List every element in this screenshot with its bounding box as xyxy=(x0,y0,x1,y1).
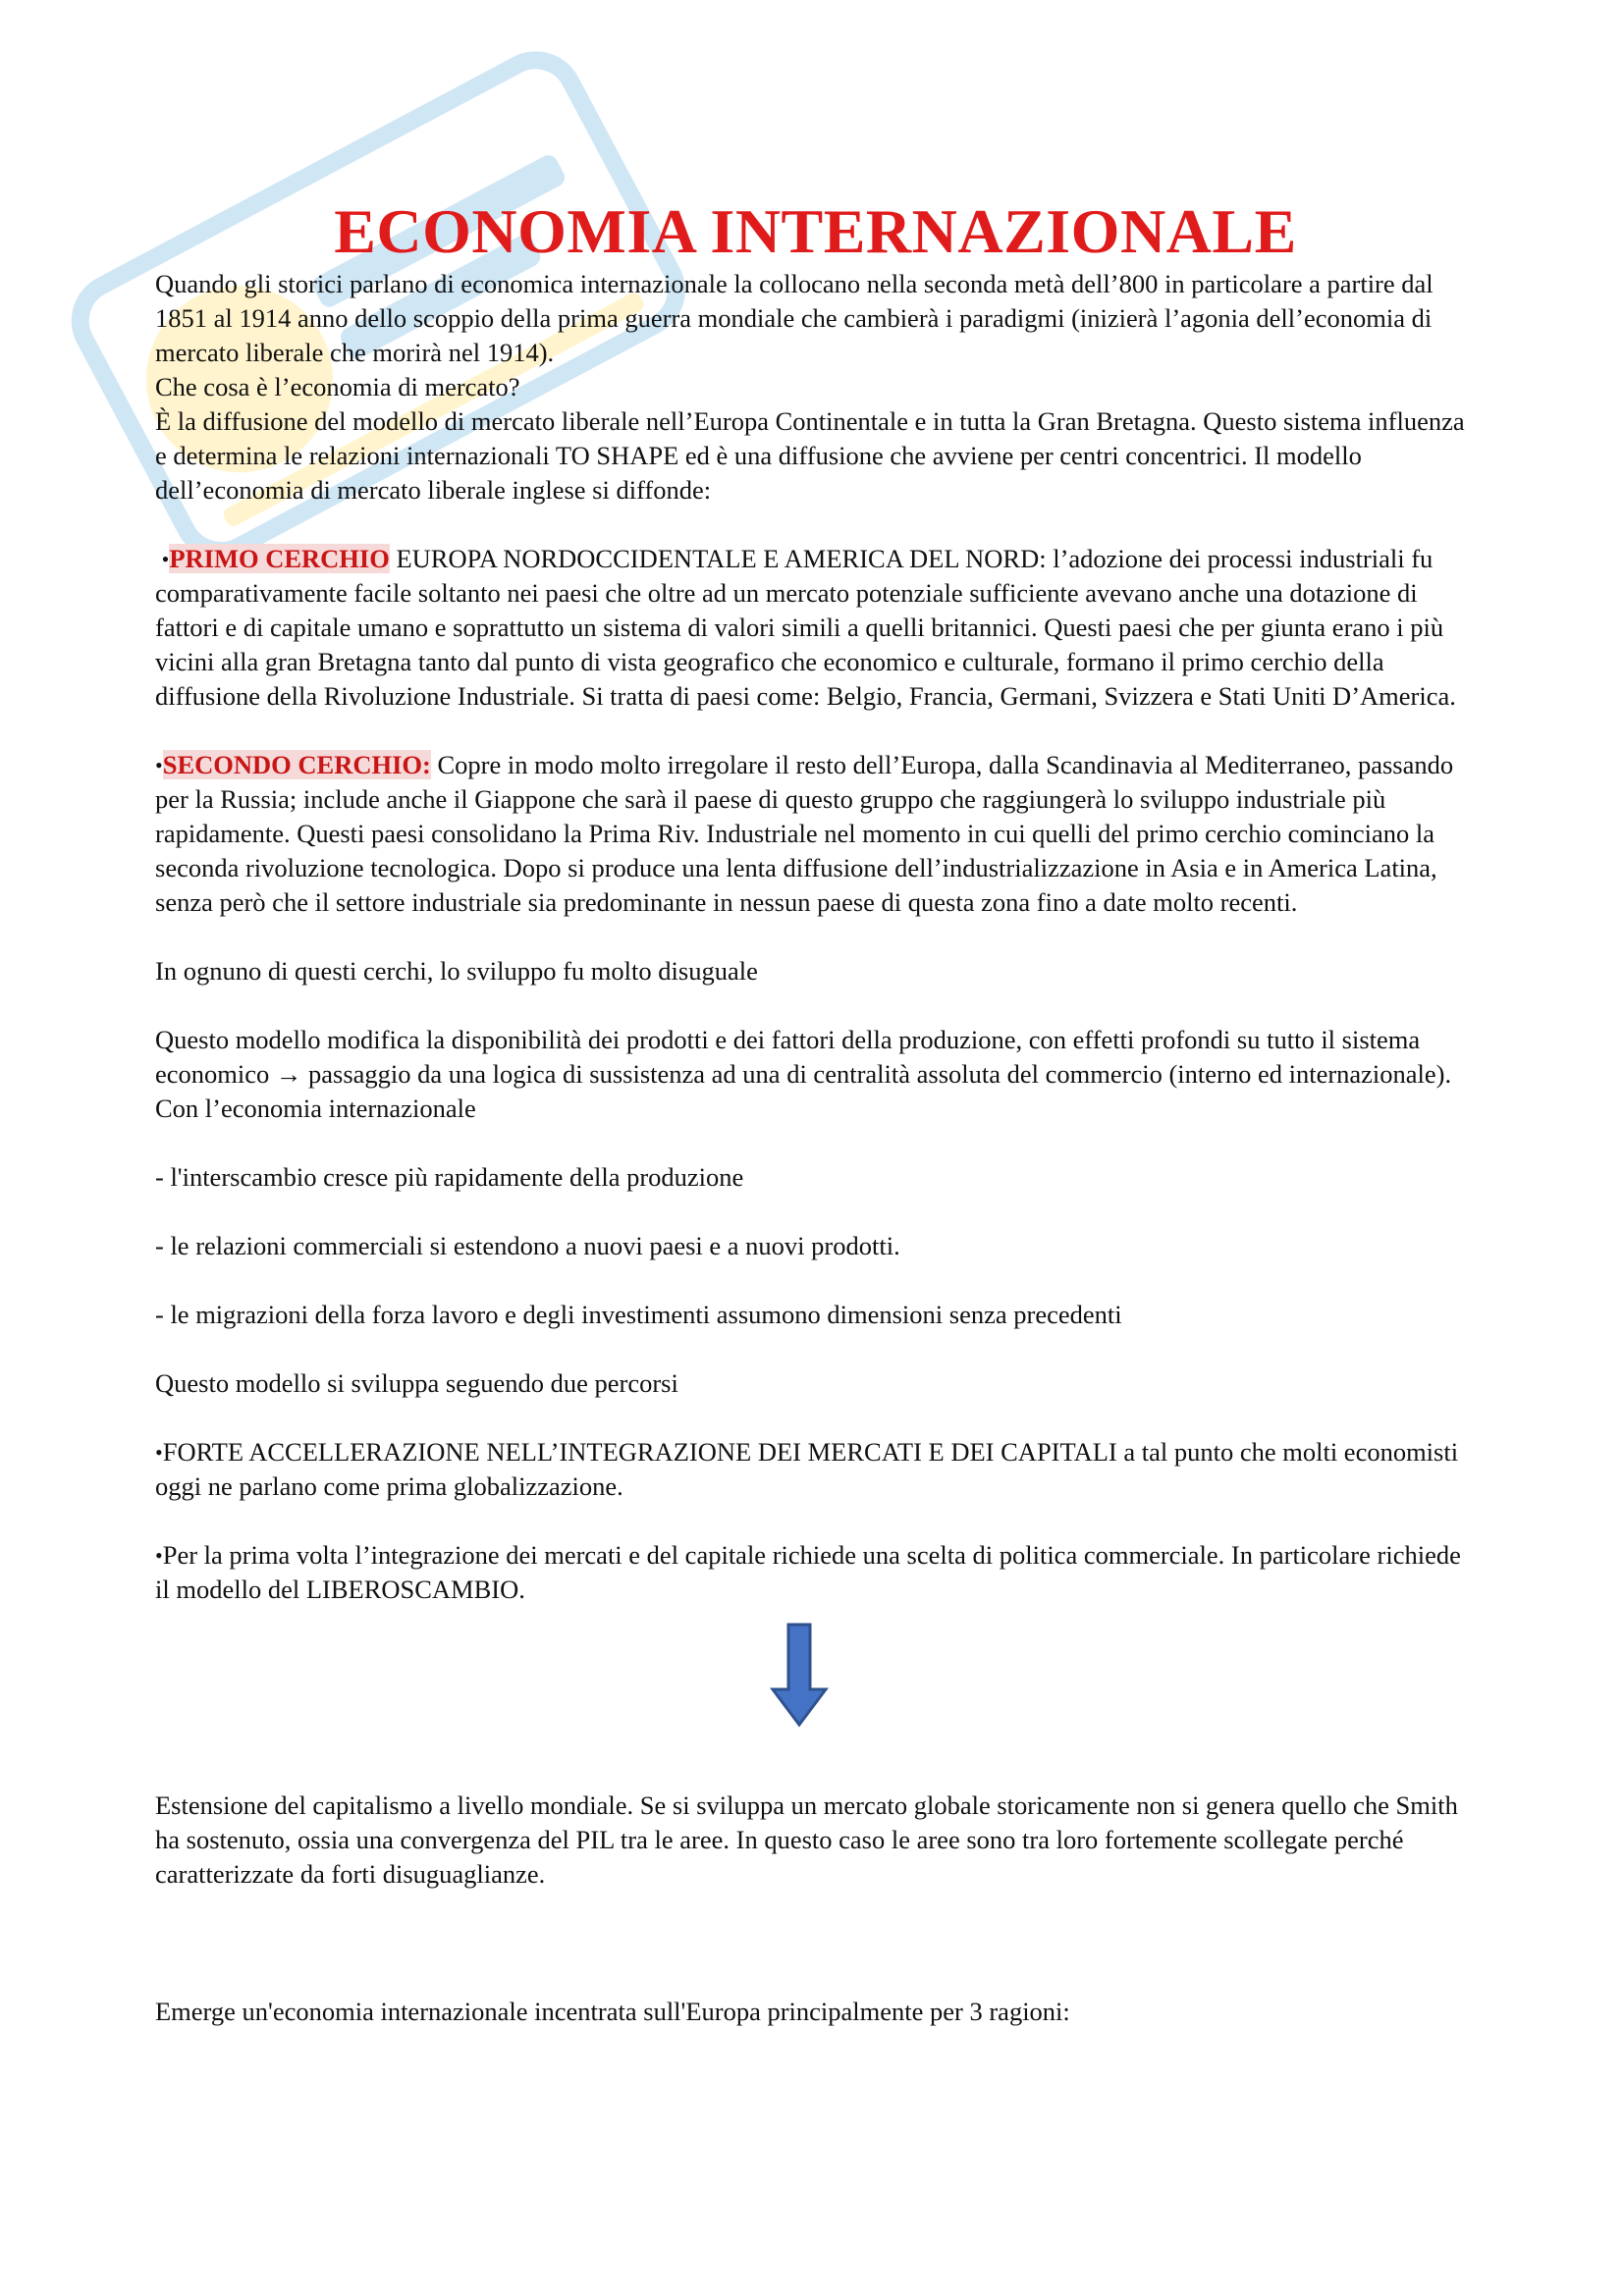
down-arrow-icon xyxy=(770,1623,829,1729)
dash-item-migrations: - le migrazioni della forza lavoro e degli investimenti assumono dimensioni senza precedenti xyxy=(155,1300,1122,1329)
document-title: ECONOMIA INTERNAZIONALE xyxy=(334,196,1297,266)
spacer xyxy=(155,1126,1476,1160)
spacer xyxy=(155,1926,1476,1960)
bullet-icon: • xyxy=(155,753,163,777)
second-circle-heading: SECONDO CERCHIO: xyxy=(162,750,431,779)
first-circle-heading: PRIMO CERCHIO xyxy=(169,544,390,573)
dash-item-relations: - le relazioni commerciali si estendono a nuovi paesi e a nuovi prodotti. xyxy=(155,1231,900,1260)
path-one-paragraph xyxy=(155,1435,1476,1504)
spacer xyxy=(155,988,1476,1023)
capitalism-paragraph: Estensione del capitalismo a livello mondiale. Se si sviluppa un mercato globale storicamente non si genera quello che Smith ha sostenuto, ossia una convergenza del PIL tra le aree. In questo caso le aree sono tra loro fortemente scollegate perché caratterizzate da forti disuguaglianze. xyxy=(155,1790,1458,1889)
path-two-paragraph xyxy=(155,1538,1476,1607)
intro-definition: È la diffusione del modello di mercato liberale nell’Europa Continentale e in tutta la Gran Bretagna. Questo sistema influenza e determina le relazioni internazionali TO SHAPE ed è una diffusione che avviene per centri concentrici. Il modello dell’economia di mercato liberale inglese si diffonde: xyxy=(155,406,1465,505)
document-body xyxy=(155,196,1476,2029)
first-circle-text: EUROPA NORDOCCIDENTALE E AMERICA DEL NORD: l’adozione dei processi industriali fu comparativamente facile soltanto nei paesi che oltre ad un mercato potenziale sufficiente avevano anche una dotazione di fattori e di capitale umano e soprattutto un sistema di valori simili a quelli britannici. Questi paesi che per giunta erano i più vicini alla gran Bretagna tanto dal punto di vista geografico che economico e culturale, formano il primo cerchio della diffusione della Rivoluzione Industriale. Si tratta di paesi come: Belgio, Francia, Germani, Svizzera e Stati Uniti D’America. xyxy=(155,544,1456,711)
first-circle-paragraph xyxy=(155,542,1476,714)
path-one-text: FORTE ACCELLERAZIONE NELL’INTEGRAZIONE DEI MERCATI E DEI CAPITALI a tal punto che molti economisti oggi ne parlano come prima globalizzazione. xyxy=(155,1437,1459,1501)
intro-question: Che cosa è l’economia di mercato? xyxy=(155,372,520,401)
bullet-icon: • xyxy=(155,1440,163,1465)
path-two-text: Per la prima volta l’integrazione dei mercati e del capitale richiede una scelta di politica commerciale. In particolare richiede il modello del LIBEROSCAMBIO. xyxy=(155,1540,1461,1604)
arrow-container xyxy=(155,1607,1476,1754)
spacer xyxy=(155,714,1476,748)
uneven-development-paragraph: In ognuno di questi cerchi, lo sviluppo fu molto disuguale xyxy=(155,956,758,986)
spacer xyxy=(155,1892,1476,1926)
spacer xyxy=(155,507,1476,542)
second-circle-paragraph xyxy=(155,748,1476,920)
bullet-icon: • xyxy=(161,547,170,571)
spacer xyxy=(155,1332,1476,1366)
spacer xyxy=(155,1754,1476,1789)
europe-paragraph: Emerge un'economia internazionale incentrata sull'Europa principalmente per 3 ragioni: xyxy=(155,1997,1070,2026)
spacer xyxy=(155,1195,1476,1229)
spacer xyxy=(155,1960,1476,1995)
intro-paragraph: Quando gli storici parlano di economica internazionale la collocano nella seconda metà dell’800 in particolare a partire dal 1851 al 1914 anno dello scoppio della prima guerra mondiale che cambierà i paradigmi (inizierà l’agonia dell’economia di mercato liberale che morirà nel 1914). xyxy=(155,269,1434,367)
model-paragraph: Questo modello modifica la disponibilità dei prodotti e dei fattori della produzione, con effetti profondi su tutto il sistema economico → passaggio da una logica di sussistenza ad una di centralità assoluta del commercio (interno ed internazionale). Con l’economia internazionale xyxy=(155,1025,1452,1123)
second-circle-text: Copre in modo molto irregolare il resto dell’Europa, dalla Scandinavia al Mediterraneo, passando per la Russia; include anche il Giappone che sarà il paese di questo gruppo che raggiungerà lo sviluppo industriale più rapidamente. Questi paesi consolidano la Prima Riv. Industriale nel momento in cui quelli del primo cerchio cominciano la seconda rivoluzione tecnologica. Dopo si produce una lenta diffusione dell’industrializzazione in Asia e in America Latina, senza però che il settore industriale sia predominante in nessun paese di questa zona fino a date molto recenti. xyxy=(155,750,1454,917)
spacer xyxy=(155,1263,1476,1298)
bullet-icon: • xyxy=(155,1543,163,1568)
spacer xyxy=(155,1401,1476,1435)
paths-intro-paragraph: Questo modello si sviluppa seguendo due percorsi xyxy=(155,1368,678,1398)
spacer xyxy=(155,1504,1476,1538)
spacer xyxy=(155,920,1476,954)
dash-item-exchange: - l'interscambio cresce più rapidamente della produzione xyxy=(155,1162,744,1192)
